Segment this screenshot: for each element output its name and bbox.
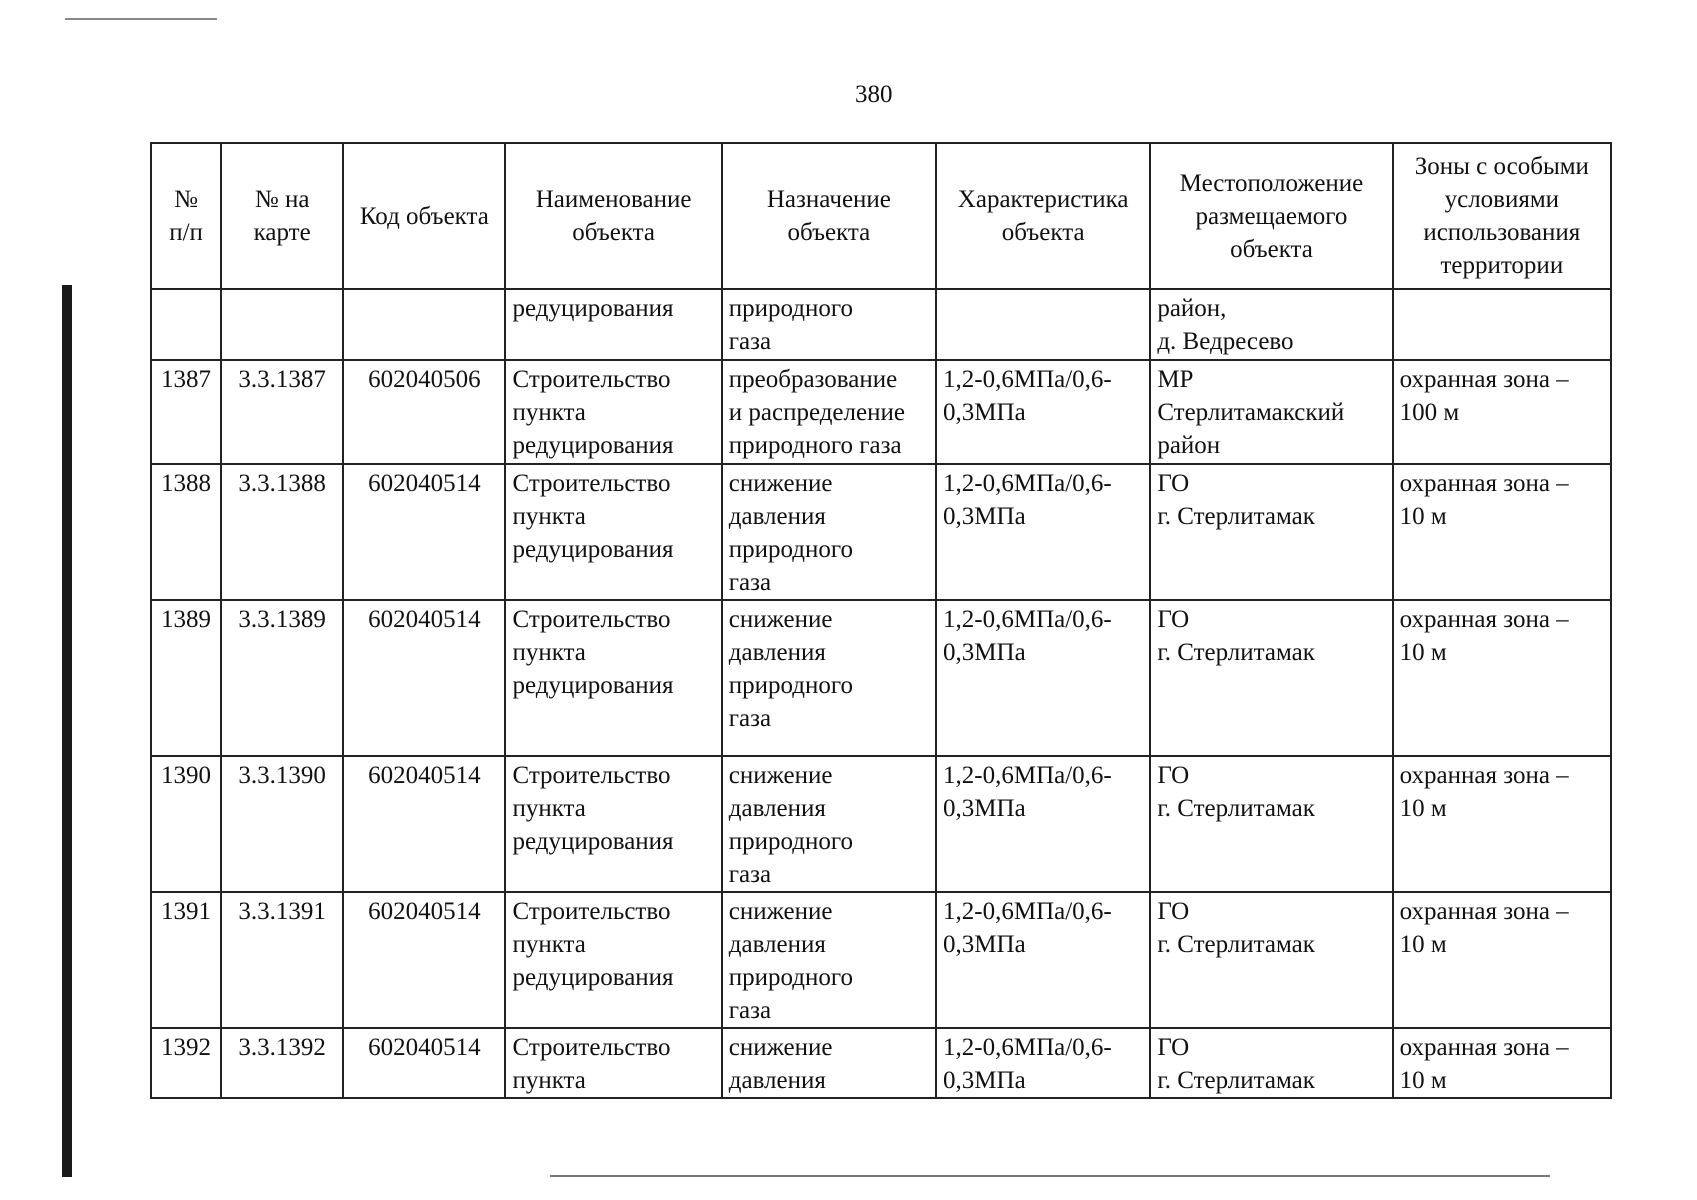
cell-object-characteristic: 1,2-0,6МПа/0,6- 0,3МПа	[936, 464, 1150, 600]
cell-object-characteristic: 1,2-0,6МПа/0,6- 0,3МПа	[936, 600, 1150, 756]
cell-row-number: 1391	[151, 892, 221, 1028]
cell-object-name: Строительство пункта редуцирования	[505, 756, 721, 892]
cell-object-name: Строительство пункта	[505, 1028, 721, 1098]
cell-object-purpose: природного газа	[722, 289, 936, 360]
cell-special-zone: охранная зона – 100 м	[1393, 360, 1611, 464]
table-row	[151, 289, 1611, 360]
cell-object-location: ГО г. Стерлитамак	[1150, 600, 1392, 756]
cell-object-location: район, д. Ведресево	[1150, 289, 1392, 360]
cell-row-number: 1388	[151, 464, 221, 600]
cell-row-number: 1390	[151, 756, 221, 892]
cell-object-purpose: снижение давления природного газа	[722, 600, 936, 756]
header-special-zones: Зоны с особыми условиями использования территории	[1393, 143, 1611, 289]
cell-object-characteristic: 1,2-0,6МПа/0,6- 0,3МПа	[936, 360, 1150, 464]
table-row	[151, 756, 1611, 892]
cell-object-code: 602040514	[343, 756, 505, 892]
header-row-number: № п/п	[151, 143, 221, 289]
cell-object-code: 602040514	[343, 464, 505, 600]
cell-object-purpose: снижение давления природного газа	[722, 464, 936, 600]
table-row	[151, 892, 1611, 1028]
cell-object-characteristic: 1,2-0,6МПа/0,6- 0,3МПа	[936, 892, 1150, 1028]
cell-object-name: Строительство пункта редуцирования	[505, 464, 721, 600]
cell-object-name: Строительство пункта редуцирования	[505, 360, 721, 464]
cell-special-zone: охранная зона – 10 м	[1393, 892, 1611, 1028]
cell-special-zone: охранная зона – 10 м	[1393, 1028, 1611, 1098]
header-map-number: № на карте	[221, 143, 343, 289]
cell-row-number	[151, 289, 221, 360]
cell-object-name: Строительство пункта редуцирования	[505, 600, 721, 756]
cell-object-code	[343, 289, 505, 360]
cell-object-code: 602040514	[343, 1028, 505, 1098]
scan-artifact-left-bar	[62, 285, 72, 1177]
cell-special-zone: охранная зона – 10 м	[1393, 756, 1611, 892]
cell-object-code: 602040506	[343, 360, 505, 464]
page-number: 380	[855, 81, 893, 108]
header-object-code: Код объекта	[343, 143, 505, 289]
cell-row-number: 1389	[151, 600, 221, 756]
cell-object-location: МР Стерлитамакский район	[1150, 360, 1392, 464]
table-header-row	[151, 143, 1611, 289]
cell-map-number: 3.3.1391	[221, 892, 343, 1028]
cell-object-code: 602040514	[343, 600, 505, 756]
cell-object-code: 602040514	[343, 892, 505, 1028]
cell-special-zone	[1393, 289, 1611, 360]
cell-special-zone: охранная зона – 10 м	[1393, 464, 1611, 600]
scan-artifact-top-line	[65, 18, 217, 20]
cell-object-name: редуцирования	[505, 289, 721, 360]
cell-special-zone: охранная зона – 10 м	[1393, 600, 1611, 756]
cell-object-characteristic: 1,2-0,6МПа/0,6- 0,3МПа	[936, 1028, 1150, 1098]
cell-map-number: 3.3.1388	[221, 464, 343, 600]
header-object-purpose: Назначение объекта	[722, 143, 936, 289]
cell-object-purpose: преобразование и распределение природного газа	[722, 360, 936, 464]
cell-object-purpose: снижение давления природного газа	[722, 756, 936, 892]
table-row	[151, 360, 1611, 464]
cell-map-number: 3.3.1389	[221, 600, 343, 756]
cell-row-number: 1392	[151, 1028, 221, 1098]
cell-object-purpose: снижение давления природного газа	[722, 892, 936, 1028]
table-row	[151, 1028, 1611, 1098]
objects-table	[150, 142, 1612, 1099]
cell-object-name: Строительство пункта редуцирования	[505, 892, 721, 1028]
cell-map-number: 3.3.1392	[221, 1028, 343, 1098]
table-row	[151, 464, 1611, 600]
header-object-location: Местоположение размещаемого объекта	[1150, 143, 1392, 289]
cell-map-number: 3.3.1387	[221, 360, 343, 464]
cell-object-location: ГО г. Стерлитамак	[1150, 756, 1392, 892]
cell-object-characteristic: 1,2-0,6МПа/0,6- 0,3МПа	[936, 756, 1150, 892]
cell-object-location: ГО г. Стерлитамак	[1150, 464, 1392, 600]
cell-object-location: ГО г. Стерлитамак	[1150, 1028, 1392, 1098]
cell-object-purpose: снижение давления	[722, 1028, 936, 1098]
cell-object-characteristic	[936, 289, 1150, 360]
cell-map-number: 3.3.1390	[221, 756, 343, 892]
header-object-characteristic: Характеристика объекта	[936, 143, 1150, 289]
cell-row-number: 1387	[151, 360, 221, 464]
scan-artifact-bottom-line	[550, 1175, 1550, 1177]
table-row	[151, 600, 1611, 756]
header-object-name: Наименование объекта	[505, 143, 721, 289]
cell-map-number	[221, 289, 343, 360]
cell-object-location: ГО г. Стерлитамак	[1150, 892, 1392, 1028]
